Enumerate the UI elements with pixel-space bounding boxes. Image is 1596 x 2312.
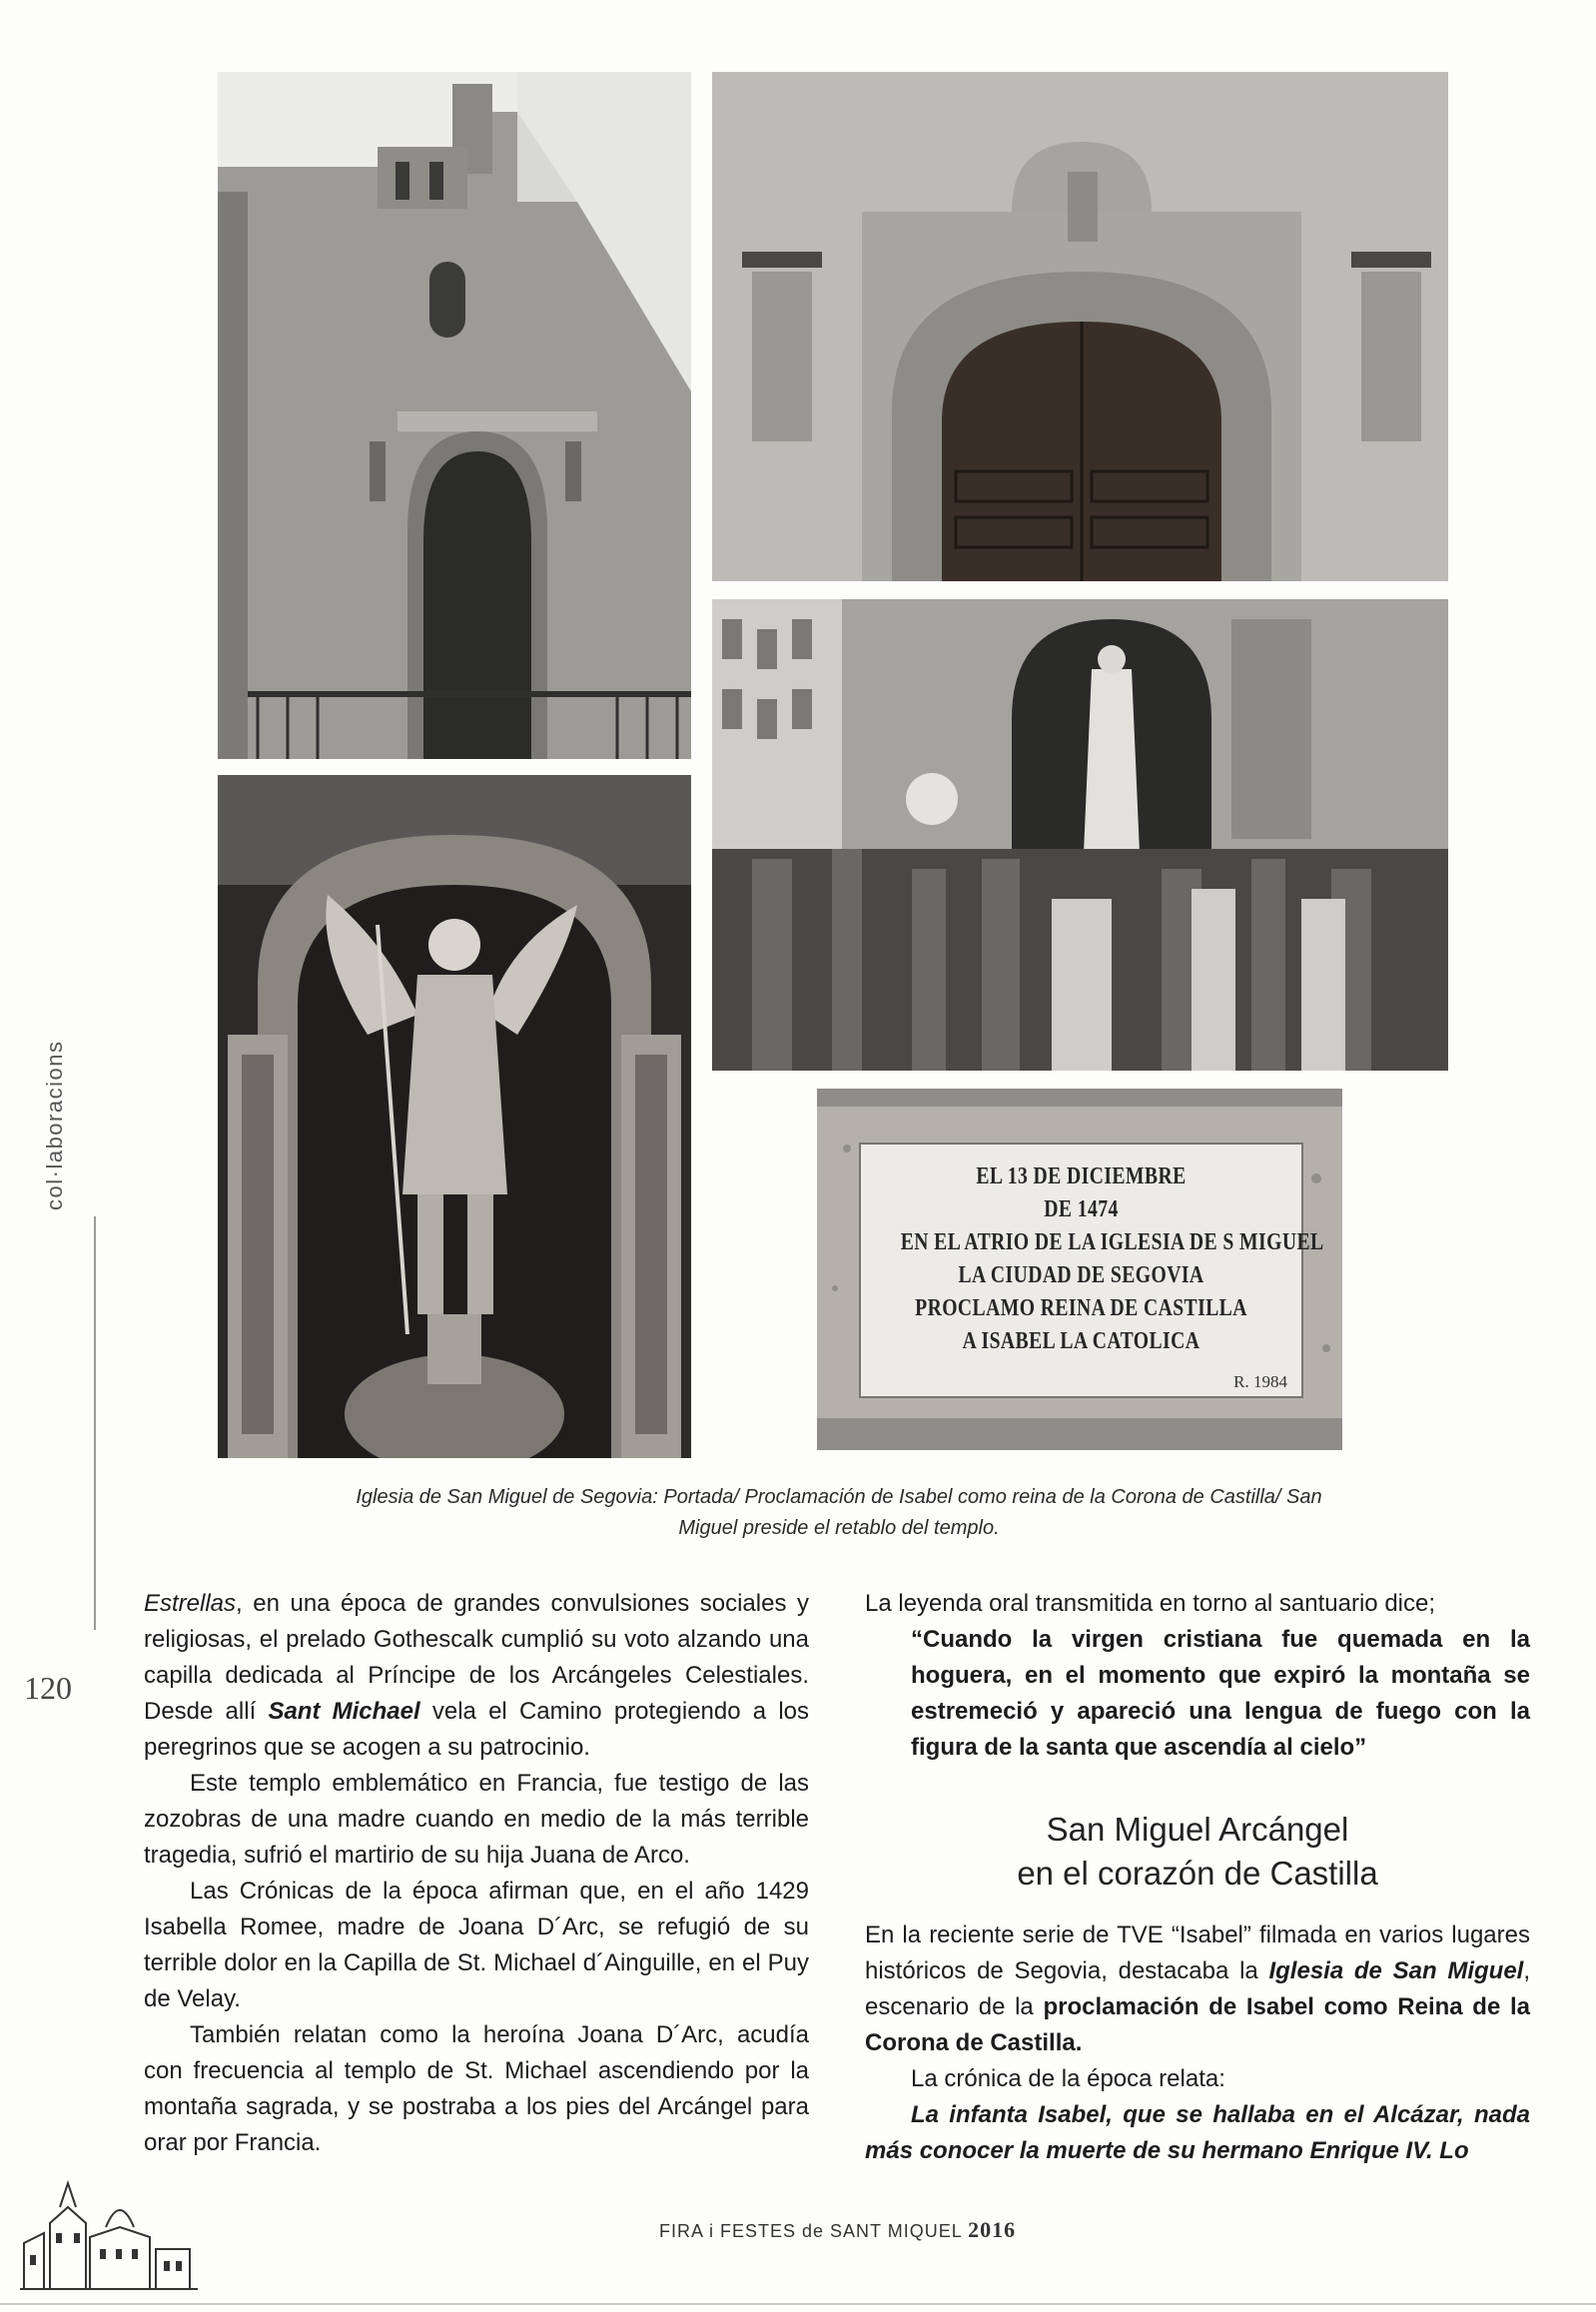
bold-italic-term: Iglesia de San Miguel bbox=[1268, 1957, 1524, 1984]
section-label: col·laboracions bbox=[42, 1040, 67, 1210]
paragraph: La leyenda oral transmitida en torno al santuario dice; bbox=[865, 1590, 1436, 1617]
plaque-line: LA CIUDAD DE SEGOVIA bbox=[958, 1262, 1204, 1288]
paragraph bbox=[144, 1586, 809, 1766]
paragraph bbox=[865, 1918, 1530, 2061]
section-heading-line: San Miguel Arcángel bbox=[1046, 1811, 1349, 1848]
plaque-line: EL 13 DE DICIEMBRE bbox=[976, 1163, 1187, 1189]
bold-term: proclamación de Isabel como Reina de la Corona de Castilla. bbox=[865, 1993, 1530, 2056]
paragraph-text: En la reciente serie de TVE “Isabel” filmada en varios lugares históricos de Segovia, destacaba la bbox=[865, 1922, 1530, 1984]
paragraph: Las Crónicas de la época afirman que, en el año 1429 Isabella Romee, madre de Joana D´Arc, se refugió de su terrible dolor en la Capilla de St. Michael d´Ainguille, en el Puy de Velay. bbox=[144, 1878, 809, 2012]
town-sketch-logo bbox=[20, 2163, 198, 2293]
plaque-signature: R. 1984 bbox=[1233, 1372, 1287, 1391]
plaque-inscription bbox=[859, 1143, 1324, 1398]
altarpiece-photo bbox=[218, 775, 691, 1458]
paragraph: La crónica de la época relata: bbox=[911, 2065, 1225, 2092]
caption-line: Miguel preside el retablo del templo. bbox=[678, 1517, 1000, 1539]
page-number: 120 bbox=[24, 1670, 72, 1706]
plaque-line: A ISABEL LA CATOLICA bbox=[962, 1328, 1200, 1354]
bold-italic-term: Sant Michael bbox=[268, 1698, 420, 1725]
church-facade-photo bbox=[218, 72, 691, 759]
footer-title: FIRA i FESTES de SANT MIQUEL bbox=[659, 2221, 963, 2241]
paragraph-text: vela el Camino protegiendo a los peregrinos que se acogen a su patrocinio. bbox=[144, 1698, 810, 1761]
paragraph-text: , escenario de la bbox=[865, 1957, 1531, 2020]
plaque-line: DE 1474 bbox=[1044, 1196, 1119, 1222]
italic-term: Estrellas bbox=[144, 1590, 237, 1617]
footer-year: 2016 bbox=[968, 2217, 1017, 2242]
portal-detail-photo bbox=[712, 72, 1448, 581]
left-text-column bbox=[144, 1586, 809, 2161]
right-text-column bbox=[865, 1586, 1530, 2169]
bottom-rule bbox=[0, 2303, 1596, 2305]
section-heading-line: en el corazón de Castilla bbox=[1017, 1855, 1378, 1892]
section-heading bbox=[865, 1808, 1530, 1896]
plaque-line: PROCLAMO REINA DE CASTILLA bbox=[915, 1295, 1247, 1321]
paragraph-text: , en una época de grandes convulsiones sociales y religiosas, el prelado Gothescalk cumplió su voto alzando una capilla dedicada al Príncipe de los Arcángeles Celestiales. Desde allí bbox=[144, 1590, 809, 1725]
commemorative-plaque-photo bbox=[817, 1089, 1342, 1450]
paragraph bbox=[865, 2097, 1530, 2169]
caption-line: Iglesia de San Miguel de Segovia: Portada/ Proclamación de Isabel como reina de la Corona de Castilla/ San bbox=[356, 1486, 1322, 1508]
paragraph: Este templo emblemático en Francia, fue testigo de las zozobras de una madre cuando en medio de la más terrible tragedia, sufrió el martirio de su hija Juana de Arco. bbox=[144, 1770, 809, 1869]
proclamation-scene-photo bbox=[712, 599, 1448, 1071]
bold-italic-quote: La infanta Isabel, que se hallaba en el Alcázar, nada más conocer la muerte de su hermano Enrique IV. Lo bbox=[865, 2101, 1530, 2164]
legend-quote: “Cuando la virgen cristiana fue quemada en la hoguera, en el momento que expiró la montaña se estremeció y apareció una lengua de fuego con la figura de la santa que ascendía al cielo” bbox=[911, 1626, 1530, 1761]
sidebar-divider bbox=[94, 1216, 96, 1630]
footer-publication bbox=[659, 2217, 1016, 2243]
paragraph: También relatan como la heroína Joana D´Arc, acudía con frecuencia al templo de St. Michael ascendiendo por la montaña sagrada, y se postraba a los pies del Arcángel para orar por Francia. bbox=[144, 2021, 809, 2156]
plaque-line: EN EL ATRIO DE LA IGLESIA DE S MIGUEL bbox=[900, 1229, 1324, 1255]
photo-caption bbox=[260, 1482, 1418, 1544]
